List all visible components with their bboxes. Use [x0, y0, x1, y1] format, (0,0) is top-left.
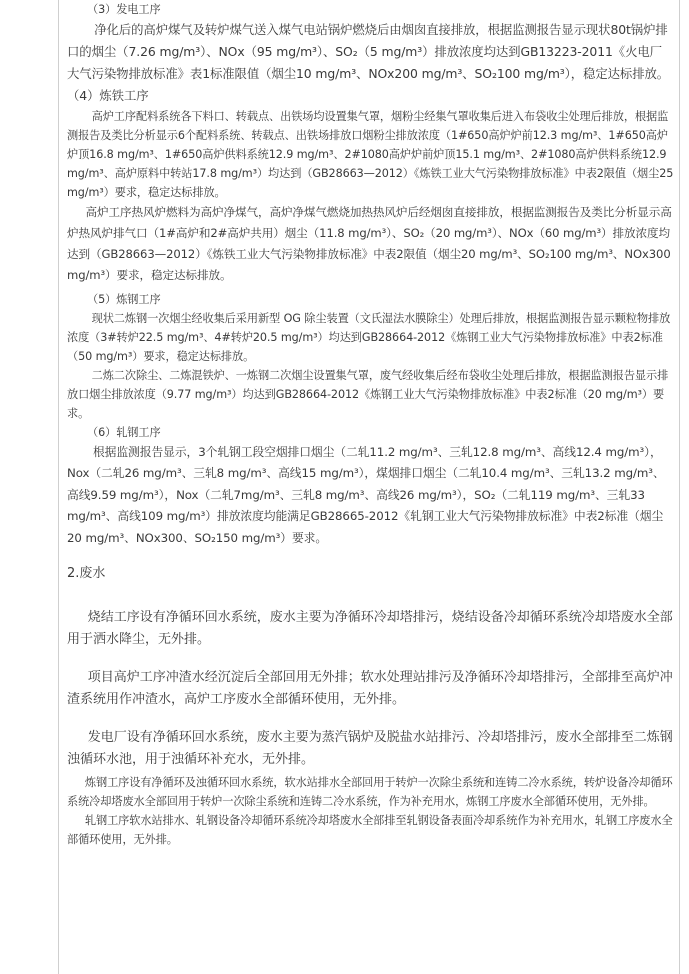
paragraph-wastewater-blast-furnace: 项目高炉工序冲渣水经沉淀后全部回用无外排；软水处理站排污及净循环冷却塔排污，全部排至高炉冲渣系统用作冲渣水，高炉工序废水全部循环使用，无外排。 — [67, 670, 673, 708]
section-heading-wastewater: 2.废水 — [67, 566, 106, 582]
paragraph-steelmaking-secondary: 二炼二次除尘、二炼混铁炉、一炼钢二次烟尘设置集气罩，废气经收集后经布袋收尘处理后排放，根据监测报告显示排放口烟尘排放浓度（9.77 mg/m³）均达到GB28664-2012《炼钢工业大气污染物排放标准》中表2标准（20 mg/m³）要求。 — [67, 369, 669, 420]
paragraph-wastewater-rolling: 轧钢工序软水站排水、轧钢设备冷却循环系统冷却塔废水全部排至轧钢设备表面冷却系统作为补充用水，轧钢工序废水全部循环使用，无外排。 — [67, 814, 673, 847]
document-body — [67, 0, 674, 849]
section-heading-power: （3）发电工序 — [87, 3, 161, 16]
paragraph-wastewater-sintering: 烧结工序设有净循环回水系统，废水主要为净循环冷却塔排污，烧结设备冷却循环系统冷却塔废水全部用于洒水降尘，无外排。 — [67, 610, 673, 648]
section-heading-rolling: （6）轧钢工序 — [87, 426, 161, 439]
paragraph-steelmaking-primary: 现状二炼钢一次烟尘经收集后采用新型 OG 除尘装置（文氏湿法水膜除尘）处理后排放，根据监测报告显示颗粒物排放浓度（3#转炉22.5 mg/m³、4#转炉20.5 mg/m³）均达到GB28664-2012《炼钢工业大气污染物排放标准》中表2标准（50 mg/m³）要求，稳定达标排放。 — [67, 312, 671, 363]
paragraph-rolling: 根据监测报告显示，3个轧钢工段空烟排口烟尘（二轧11.2 mg/m³、三轧12.8 mg/m³、高线12.4 mg/m³），Nox（二轧26 mg/m³、三轧8 mg/m³、高线15 mg/m³），煤烟排口烟尘（二轧10.4 mg/m³、三轧13.2 mg/m³、高线9.59 mg/m³），Nox（二轧7mg/m³、三轧8 mg/m³、高线26 mg/m³），SO₂（二轧119 mg/m³、三轧33 mg/m³、高线109 mg/m³）排放浓度均能满足GB28665-2012《轧钢工业大气污染物排放标准》中表2标准（烟尘20 mg/m³、NOx300、SO₂150 mg/m³）要求。 — [67, 445, 665, 545]
paragraph-hot-blast-stove: 高炉工序热风炉燃料为高炉净煤气，高炉净煤气燃烧加热热风炉后经烟囱直接排放，根据监测报告及类比分析显示高炉热风炉排气口（1#高炉和2#高炉共用）烟尘（11.8 mg/m³）、SO₂（20 mg/m³）、NOx（60 mg/m³）排放浓度均达到（GB28663—2012）《炼铁工业大气污染物排放标准》中表2限值（烟尘20 mg/m³、SO₂100 mg/m³、NOx300 mg/m³）要求，稳定达标排放。 — [67, 205, 672, 282]
section-heading-steelmaking: （5）炼钢工序 — [87, 293, 161, 306]
paragraph-power-plant: 净化后的高炉煤气及转炉煤气送入煤气电站锅炉燃烧后由烟囱直接排放，根据监测报告显示现状80t锅炉排口的烟尘（7.26 mg/m³）、NOx（95 mg/m³）、SO₂（5 mg/m³）排放浓度均达到GB13223-2011《火电厂大气污染物排放标准》表1标准限值（烟尘10 mg/m³、NOx200 mg/m³、SO₂100 mg/m³），稳定达标排放。（4）炼铁工序 — [67, 22, 670, 103]
paragraph-wastewater-steelmaking: 炼钢工序设有净循环及浊循环回水系统，软水站排水全部回用于转炉一次除尘系统和连铸二冷水系统，转炉设备冷却循环系统冷却塔废水全部回用于转炉一次除尘系统和连铸二冷水系统，作为补充用水，炼钢工序废水全部循环使用，无外排。 — [67, 776, 673, 809]
paragraph-blast-furnace-dust: 高炉工序配料系统各下料口、转载点、出铁场均设置集气罩，烟粉尘经集气罩收集后进入布袋收尘处理后排放，根据监测报告及类比分析显示6个配料系统、转载点、出铁场排放口烟粉尘排放浓度（1#650高炉炉前12.3 mg/m³、1#650高炉炉顶16.8 mg/m³、1#650高炉供料系统12.9 mg/m³、2#1080高炉炉前炉顶15.1 mg/m³、2#1080高炉供料系统12.9 mg/m³、高炉原料中转站17.8 mg/m³）均达到（GB28663—2012）《炼铁工业大气污染物排放标准》中表2限值（烟尘25 mg/m³）要求，稳定达标排放。 — [67, 110, 674, 199]
paragraph-wastewater-power-plant: 发电厂设有净循环回水系统，废水主要为蒸汽锅炉及脱盐水站排污、冷却塔排污，废水全部排至二炼钢浊循环水池，用于浊循环补充水，无外排。 — [67, 730, 673, 768]
